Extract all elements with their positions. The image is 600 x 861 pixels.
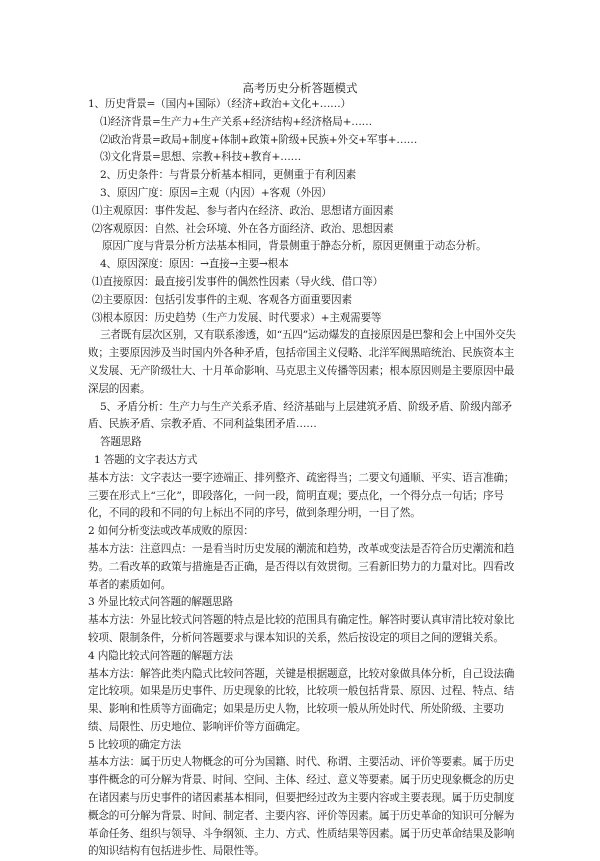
subsection-heading: 2 如何分析变法或改革成败的原因： [88,525,254,538]
subsection-heading: 3 外显比较式问答题的解题思路 [88,596,233,609]
list-item: ⑴主观原因：事件发起、参与者内在经济、政治、思想诸方面因素 [92,204,394,217]
subsection-title: 答题思路 [100,436,142,449]
list-item: ⑴经济背景=生产力+生产关系+经济结构+经济格局+…… [100,115,373,128]
list-item: ⑵客观原因：自然、社会环境、外在各方面经济、政治、思想因素 [92,222,394,235]
list-item: ⑵主要原因：包括引发事件的主观、客观各方面重要因素 [92,293,352,306]
section-heading: 1、历史背景=（国内+国际）（经济+政治+文化+……） [88,98,351,110]
list-item: ⑵政治背景=政局+制度+体制+政策+阶级+民族+外交+军事+…… [100,133,418,146]
subsection-heading: 5 比较项的确定方法 [88,738,181,751]
paragraph: 基本方法：注意四点：一是看当时历史发展的潮流和趋势，改革或变法是否符合历史潮流和趋势。二看改革的政策与措施是否正确，是否得以有效贯彻。三看新旧势力的力量对比。四看改革者的素质如何。 [88,542,515,591]
paragraph: 原因广度与背景分析方法基本相同，背景侧重于静态分析，原因更侧重于动态分析。 [102,240,487,253]
paragraph: 三者既有层次区别，又有联系渗透，如“五四”运动爆发的直接原因是巴黎和会上中国外交失败；主要原因涉及当时国内外各种矛盾，包括帝国主义侵略、北洋军阀黑暗统治、民族资本主义发展、无产阶级壮大、十月革命影响、马克思主义传播等因素；根本原因则是主要原因中最深层的因素。 [88,329,516,395]
list-item: ⑶根本原因：历史趋势（生产力发展、时代要求）+主观需要等 [92,311,382,324]
section-heading: 2、历史条件：与背景分析基本相同，更侧重于有利因素 [100,169,356,182]
paragraph: 基本方法：属于历史人物概念的可分为国籍、时代、称谓、主要活动、评价等要素。属于历史事件概念的可分解为背景、时间、空间、主体、经过、意义等要素。属于历史现象概念的历史在诸因素与历史事件的诸因素基本相同，但要把经过改为主要内容或主要表现。属于历史制度概念的可分解为背景、时间、制定者、主要内容、评价等因素。属于历史革命的知识可分解为革命任务、组织与领导、斗争纲领、主力、方式、性质结果等因素。属于历史革命结果及影响的知识结构有包括进步性、局限性等。 [88,756,515,858]
document-body [88,96,518,861]
section-heading: 3、原因广度：原因=主观（内因）+客观（外因） [100,186,332,199]
document-title: 高考历史分析答题模式 [242,81,358,95]
subsection-heading: 4 内隐比较式问答题的解题方法 [88,649,233,662]
paragraph: 基本方法：文字表达一要字迹端正、排列整齐、疏密得当；二要文句通顺、平实、语言准确；三要在形式上“三化”，即段落化，一问一段，简明直观；要点化，一个得分点一句话；序号化，不同的段和不同的句上标出不同的序号，做到条理分明，一目了然。 [88,471,515,520]
section-heading: 5、矛盾分析：生产力与生产关系矛盾、经济基础与上层建筑矛盾、阶级矛盾、阶级内部矛盾、民族矛盾、宗教矛盾、不同利益集团矛盾…… [88,400,512,431]
list-item: ⑶文化背景=思想、宗教+科技+教育+…… [100,151,302,164]
paragraph: 基本方法：解答此类内隐式比较问答题，关键是根据题意，比较对象做具体分析，自己设法确定比较项。如果是历史事件、历史现象的比较，比较项一般包括背景、原因、过程、特点、结果、影响和性质等方面确定；如果是历史人物，比较项一般从所处时代、所处阶级、主要功绩、局限性、历史地位、影响评价等方面确定。 [88,667,515,733]
section-heading: 4、原因深度：原因：→直接→主要→根本 [100,258,289,271]
subsection-heading: 1 答题的文字表达方式 [94,453,198,466]
list-item: ⑴直接原因：最直接引发事件的偶然性因素（导火线、借口等） [92,275,384,288]
paragraph: 基本方法：外显比较式问答题的特点是比较的范围具有确定性。解答时要认真审清比较对象比较项、限制条件，分析问答题要求与课本知识的关系，然后按设定的项目之间的逻辑关系。 [88,614,515,644]
